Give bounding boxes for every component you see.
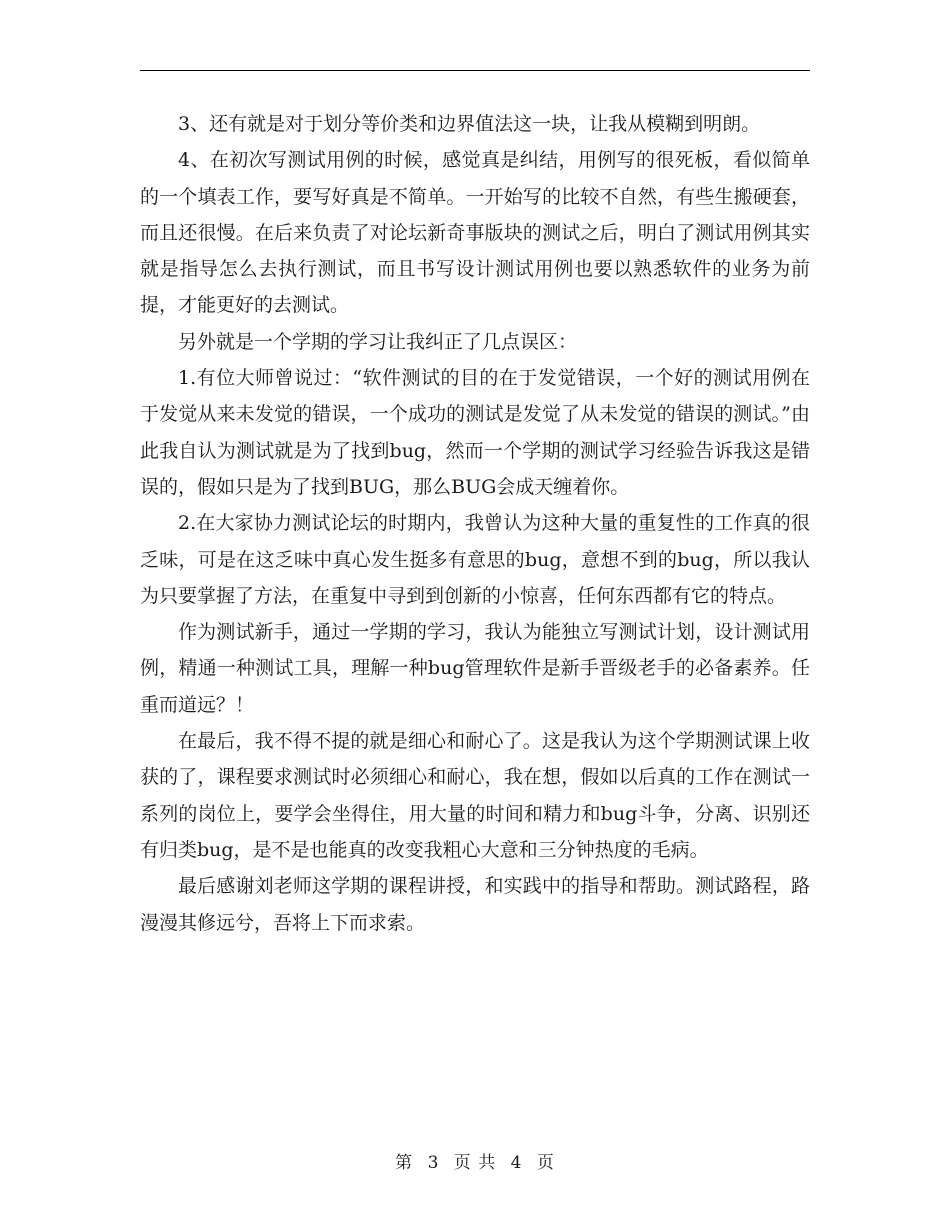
- footer-prefix: 第: [395, 1153, 414, 1173]
- header-rule: [140, 70, 810, 71]
- paragraph-misconception-2: 2.在大家协力测试论坛的时期内，我曾认为这种大量的重复性的工作真的很乏味，可是在这乏味中真心发生挺多有意思的bug，意想不到的bug，所以我认为只要掌握了方法，在重复中寻到到创新的小惊喜，任何东西都有它的特点。: [140, 512, 810, 607]
- paragraph-misconceptions-intro: 另外就是一个学期的学习让我纠正了几点误区：: [178, 330, 578, 353]
- footer-middle: 页 共: [453, 1153, 497, 1173]
- footer-current-page: 3: [427, 1153, 440, 1173]
- document-body: [140, 106, 810, 941]
- paragraph-patience: 在最后，我不得不提的就是细心和耐心了。这是我认为这个学期测试课上收获的了，课程要求测试时必须细心和耐心，我在想，假如以后真的工作在测试一系列的岗位上，要学会坐得住，用大量的时间和精力和bug斗争，分离、识别还有归类bug，是不是也能真的改变我粗心大意和三分钟热度的毛病。: [140, 730, 810, 861]
- paragraph-newbie: 作为测试新手，通过一学期的学习，我认为能独立写测试计划，设计测试用例，精通一种测试工具，理解一种bug管理软件是新手晋级老手的必备素养。任重而道远？！: [140, 621, 810, 716]
- page-footer: [0, 1148, 950, 1173]
- paragraph-misconception-1: 1.有位大师曾说过：“软件测试的目的在于发觉错误，一个好的测试用例在于发觉从来未发觉的错误，一个成功的测试是发觉了从未发觉的错误的测试。”由此我自认为测试就是为了找到bug，然而一个学期的测试学习经验告诉我这是错误的，假如只是为了找到BUG，那么BUG会成天缠着你。: [140, 367, 810, 498]
- footer-total-pages: 4: [510, 1153, 523, 1173]
- paragraph-thanks: 最后感谢刘老师这学期的课程讲授，和实践中的指导和帮助。测试路程，路漫漫其修远兮，吾将上下而求索。: [140, 875, 810, 934]
- footer-suffix: 页: [536, 1153, 555, 1173]
- paragraph-3: 3、还有就是对于划分等价类和边界值法这一块，让我从模糊到明朗。: [178, 113, 761, 135]
- paragraph-4: 4、在初次写测试用例的时候，感觉真是纠结，用例写的很死板，看似简单的一个填表工作，要写好真是不简单。一开始写的比较不自然，有些生搬硬套，而且还很慢。在后来负责了对论坛新奇事版块的测试之后，明白了测试用例其实就是指导怎么去执行测试，而且书写设计测试用例也要以熟悉软件的业务为前提，才能更好的去测试。: [140, 149, 810, 317]
